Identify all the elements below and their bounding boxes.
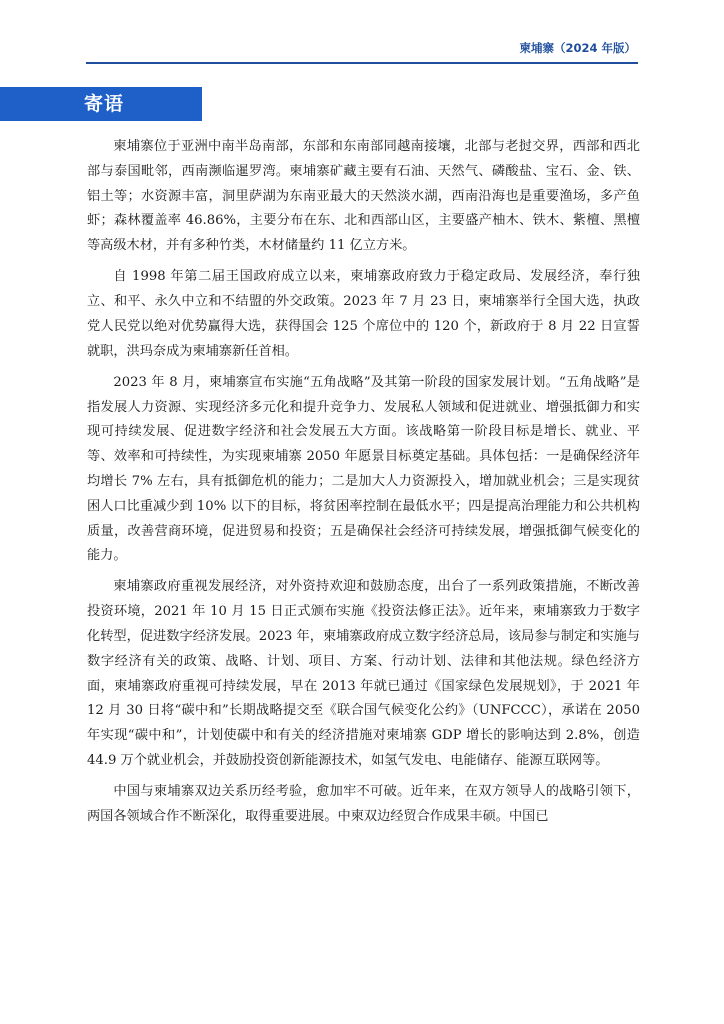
paragraph-economy-policy: 柬埔寨政府重视发展经济，对外资持欢迎和鼓励态度，出台了一系列政策措施，不断改善投资环境，2021 年 10 月 15 日正式颁布实施《投资法修正法》。近年来，柬埔寨致力于数字化转型，促进数字经济发展。2023 年，柬埔寨政府成立数字经济总局，该局参与制定和实施与数字经济有关的政策、战略、计划、项目、方案、行动计划、法律和其他法规。绿色经济方面，柬埔寨政府重视可持续发展，早在 2013 年就已通过《国家绿色发展规划》，于 2021 年 12 月 30 日将“碳中和”长期战略提交至《联合国气候变化公约》（UNFCCC），承诺在 2050 年实现“碳中和”，计划使碳中和有关的经济措施对柬埔寨 GDP 增长的影响达到 2.8%，创造 44.9 万个就业机会，并鼓励投资创新能源技术，如氢气发电、电能储存、能源互联网等。 [87,579,640,769]
paragraph-geography: 柬埔寨位于亚洲中南半岛南部，东部和东南部同越南接壤，北部与老挝交界，西部和西北部与泰国毗邻，西南濒临暹罗湾。柬埔寨矿藏主要有石油、天然气、磷酸盐、宝石、金、铁、铝土等；水资源丰富，洞里萨湖为东南亚最大的天然淡水湖，西南沿海也是重要渔场，多产鱼虾；森林覆盖率 46.86%，主要分布在东、北和西部山区，主要盛产柚木、铁木、紫檀、黑檀等高级木材，并有多种竹类，木材储量约 11 亿立方米。 [87,139,640,254]
paragraph-politics: 自 1998 年第二届王国政府成立以来，柬埔寨政府致力于稳定政局、发展经济，奉行独立、和平、永久中立和不结盟的外交政策。2023 年 7 月 23 日，柬埔寨举行全国大选，执政党人民党以绝对优势赢得大选，获得国会 125 个席位中的 120 个，新政府于 8 月 22 日宣誓就职，洪玛奈成为柬埔寨新任首相。 [87,269,640,359]
section-title: 寄语 [84,93,125,115]
body-text [87,135,640,836]
section-heading-bar [0,87,202,121]
header-divider [86,62,638,64]
running-header-title: 柬埔寨（2024 年版） [519,41,636,55]
paragraph-pentagonal-strategy: 2023 年 8 月，柬埔寨宣布实施“五角战略”及其第一阶段的国家发展计划。“五角战略”是指发展人力资源、实现经济多元化和提升竞争力、发展私人领域和促进就业、增强抵御力和实现可持续发展、促进数字经济和社会发展五大方面。该战略第一阶段目标是增长、就业、平等、效率和可持续性，为实现柬埔寨 2050 年愿景目标奠定基础。具体包括：一是确保经济年均增长 7% 左右，具有抵御危机的能力；二是加大人力资源投入，增加就业机会；三是实现贫困人口比重减少到 10% 以下的目标，将贫困率控制在最低水平；四是提高治理能力和公共机构质量，改善营商环境，促进贸易和投资；五是确保社会经济可持续发展，增强抵御气候变化的能力。 [87,374,640,564]
paragraph-bilateral-relations: 中国与柬埔寨双边关系历经考验，愈加牢不可破。近年来，在双方领导人的战略引领下，两国各领域合作不断深化，取得重要进展。中柬双边经贸合作成果丰硕。中国已 [87,784,640,824]
